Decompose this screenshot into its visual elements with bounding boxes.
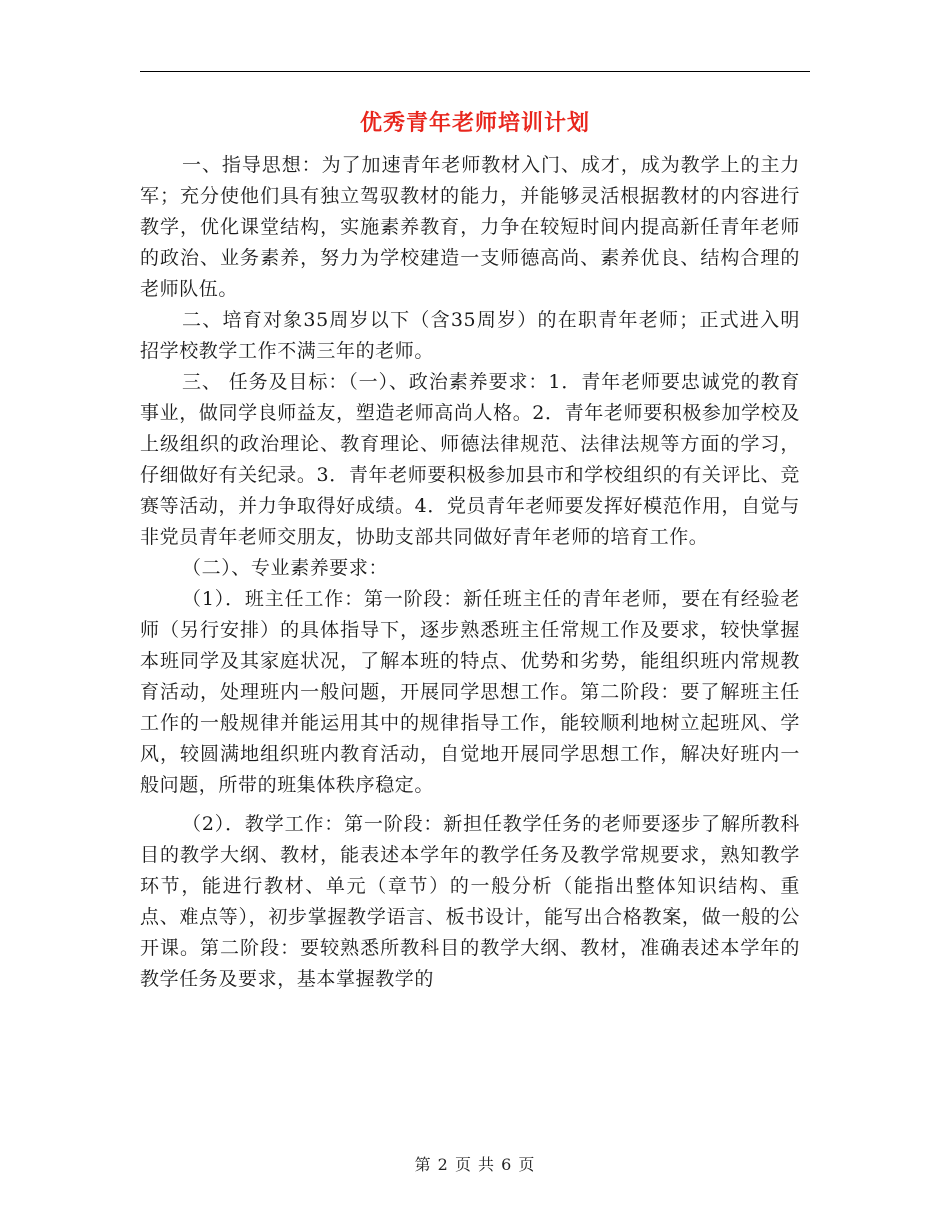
paragraph-teaching-work: （2）．教学工作：第一阶段：新担任教学任务的老师要逐步了解所教科目的教学大纲、教材，能表述本学年的教学任务及教学常规要求，熟知教学环节，能进行教材、单元（章节）的一般分析（能指出整体知识结构、重点、难点等），初步掌握教学语言、板书设计，能写出合格教案，做一般的公开课。第二阶段：要较熟悉所教科目的教学大纲、教材，准确表述本学年的教学任务及要求，基本掌握教学的 <box>140 813 800 990</box>
header-rule <box>140 71 810 72</box>
paragraph-class-teacher-work: （1）．班主任工作：第一阶段：新任班主任的青年老师，要在有经验老师（另行安排）的具体指导下，逐步熟悉班主任常规工作及要求，较快掌握本班同学及其家庭状况，了解本班的特点、优势和劣势，能组织班内常规教育活动，处理班内一般问题，开展同学思想工作。第二阶段：要了解班主任工作的一般规律并能运用其中的规律指导工作，能较顺利地树立起班风、学风，较圆满地组织班内教育活动，自觉地开展同学思想工作，解决好班内一般问题，所带的班集体秩序稳定。 <box>140 588 800 796</box>
page-number: 第 2 页 共 6 页 <box>414 1155 536 1174</box>
paragraph-professional-heading: （二）、专业素养要求： <box>182 557 389 579</box>
document-body <box>140 150 800 995</box>
paragraph-training-target: 二、培育对象35周岁以下（含35周岁）的在职青年老师；正式进入明招学校教学工作不满三年的老师。 <box>140 309 800 362</box>
paragraph-tasks-political: 三、 任务及目标：（一）、政治素养要求：1．青年老师要忠诚党的教育事业，做同学良师益友，塑造老师高尚人格。2．青年老师要积极参加学校及上级组织的政治理论、教育理论、师德法律规范、法律法规等方面的学习，仔细做好有关纪录。3．青年老师要积极参加县市和学校组织的有关评比、竞赛等活动，并力争取得好成绩。4．党员青年老师要发挥好模范作用，自觉与非党员青年老师交朋友，协助支部共同做好青年老师的培育工作。 <box>140 371 800 548</box>
paragraph-guiding-thought: 一、指导思想：为了加速青年老师教材入门、成才，成为教学上的主力军；充分使他们具有独立驾驭教材的能力，并能够灵活根据教材的内容进行教学，优化课堂结构，实施素养教育，力争在较短时间内提高新任青年老师的政治、业务素养，努力为学校建造一支师德高尚、素养优良、结构合理的老师队伍。 <box>140 154 800 300</box>
document-title: 优秀青年老师培训计划 <box>359 110 590 136</box>
